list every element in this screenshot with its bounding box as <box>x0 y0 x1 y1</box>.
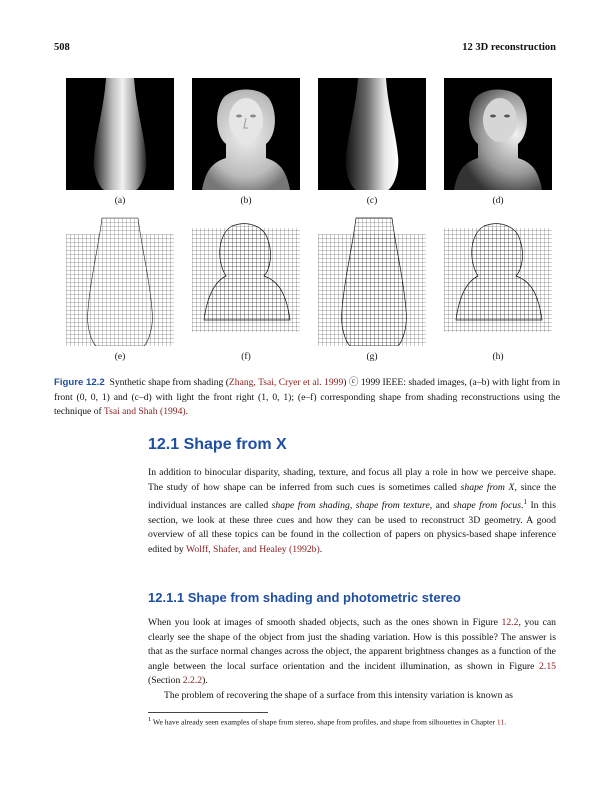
panel-d-image <box>444 78 552 190</box>
citation-link[interactable]: Wolff, Shafer, and Healey (1992b) <box>186 543 320 555</box>
panel-label: (e) <box>114 352 126 362</box>
citation-link[interactable]: Zhang, Tsai, Cryer et al. 1999 <box>228 377 344 388</box>
figure-caption <box>54 376 560 420</box>
footnote-rule <box>148 712 268 713</box>
panel-label: (h) <box>492 352 504 362</box>
panel-label: (a) <box>114 196 126 206</box>
subsection-paragraph: When you look at images of smooth shaded objects, such as the ones shown in Figure 12.2, you can clearly see the shape of the object from just the shading variation. How is this possible? The answer is that as the surface normal changes across the object, the apparent brightness changes as a function of the angle between the local surface orientation and the incident illumination, as shown in Figure 2.15 (Section 2.2.2). <box>148 617 556 686</box>
section-ref-link[interactable]: 2.2.2 <box>182 675 203 686</box>
caption-text: . <box>185 406 188 417</box>
panel-c-image <box>318 78 426 190</box>
panel-label: (g) <box>366 352 378 362</box>
section-paragraph: In addition to binocular disparity, shading, texture, and focus all play a role in how we perceive shape. The study of how shape can be inferred from such cues is sometimes called shape from X, since the individual instances are called shape from shading, shape from texture, and shape from focus.$^1$ In this section, we look at these three cues and how they can be used to reconstruct 3D geometry. A good overview of all these topics can be found in the collection of papers on physics-based shape inference edited by Wolff, Shafer, and Healey (1992b). <box>148 467 556 555</box>
panel-f-mesh <box>188 210 304 346</box>
panel-label: (b) <box>240 196 252 206</box>
figure-label: Figure 12.2 <box>54 377 105 388</box>
footnote-marker[interactable]: 1 <box>523 498 527 506</box>
panel-h-mesh <box>440 210 556 346</box>
running-head: 12 3D reconstruction <box>462 42 556 53</box>
figure-ref-link[interactable]: 2.15 <box>539 660 556 672</box>
footnote: $^1$ We have already seen examples of shape from stereo, shape from profiles, and shape from silhouettes in Chapter 11. <box>148 716 507 727</box>
caption-text: ) ⓒ 1999 IEEE: shaded images, (a–b) with light from in front (0, 0, 1) and (c–d) with light the front right (1, 0, 1); (e–f) corresponding shape from shading reconstructions using the technique of <box>54 377 561 417</box>
panel-b-image <box>192 78 300 190</box>
figure-ref-link[interactable]: 12.2 <box>501 617 519 628</box>
page-number: 508 <box>54 42 70 53</box>
panel-label: (c) <box>366 196 378 206</box>
subsection-paragraph-2: The problem of recovering the shape of a surface from this intensity variation is known as <box>164 690 513 701</box>
caption-text: Synthetic shape from shading ( <box>109 377 229 388</box>
subsection-heading: 12.1.1 Shape from shading and photometric stereo <box>148 590 461 605</box>
panel-label: (f) <box>241 352 251 362</box>
panel-a-image <box>66 78 174 190</box>
panel-label: (d) <box>492 196 504 206</box>
section-heading: 12.1 Shape from X <box>148 436 287 453</box>
panel-e-mesh <box>62 210 178 346</box>
footnote-mark: 1 <box>148 716 152 723</box>
panel-g-mesh <box>314 210 430 346</box>
chapter-ref-link[interactable]: 11 <box>496 717 505 727</box>
citation-link[interactable]: Tsai and Shah (1994) <box>103 406 186 417</box>
